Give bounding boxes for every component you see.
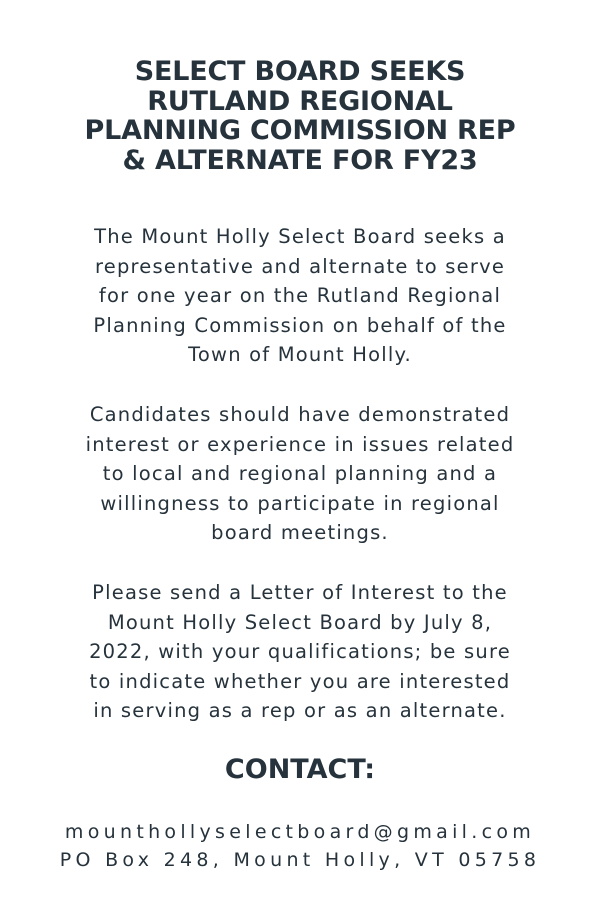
paragraph-line: Town of Mount Holly. — [188, 343, 412, 367]
title-line: PLANNING COMMISSION REP — [84, 115, 516, 146]
paragraph-line: in serving as a rep or as an alternate. — [93, 699, 507, 723]
contact-heading: CONTACT: — [224, 754, 376, 785]
title-line: SELECT BOARD SEEKS — [134, 56, 466, 87]
title-line: & ALTERNATE FOR FY23 — [122, 144, 478, 176]
paragraph-line: willingness to participate in regional — [100, 491, 500, 515]
title-line: RUTLAND REGIONAL — [147, 85, 453, 117]
paragraph-line: representative and alternate to serve — [94, 254, 506, 278]
paragraph-line: Candidates should have demonstrated — [89, 403, 511, 426]
paragraph-line: Planning Commission on behalf of the — [93, 313, 507, 337]
paragraph-line: to indicate whether you are interested — [89, 669, 511, 693]
contact-address: PO Box 248, Mount Holly, VT 05758 — [59, 849, 541, 871]
flyer-title — [0, 57, 600, 175]
paragraph-line: 2022, with your qualifications; be sure — [89, 640, 511, 664]
paragraph-line: to local and regional planning and a — [102, 462, 498, 486]
paragraph-candidates — [0, 400, 600, 548]
paragraph-intro — [0, 222, 600, 370]
paragraph-line: Mount Holly Select Board by July 8, — [107, 610, 493, 634]
paragraph-line: for one year on the Rutland Regional — [98, 284, 502, 308]
paragraph-line: Please send a Letter of Interest to the — [92, 581, 508, 604]
paragraph-line: board meetings. — [211, 521, 389, 545]
contact-email: mounthollyselectboard@gmail.com — [64, 821, 536, 843]
paragraph-line: interest or experience in issues related — [85, 432, 515, 456]
paragraph-line: The Mount Holly Select Board seeks a — [94, 225, 506, 248]
paragraph-instructions — [0, 578, 600, 726]
